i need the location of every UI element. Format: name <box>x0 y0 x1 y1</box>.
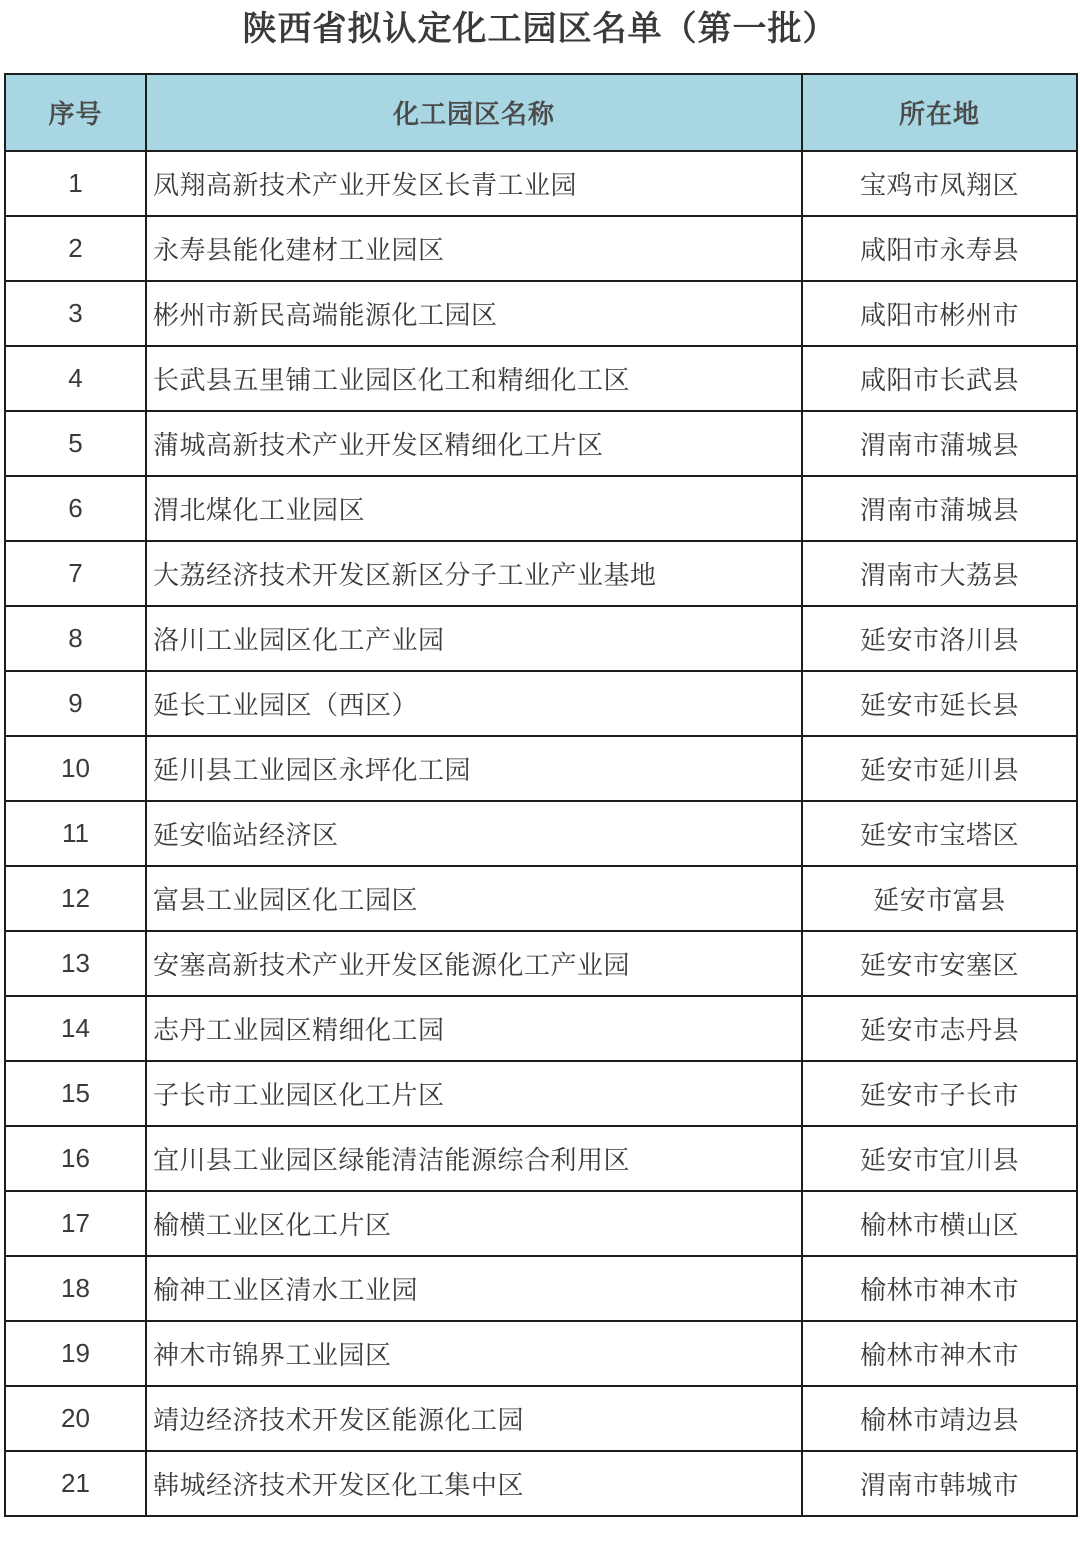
location-cell: 延安市志丹县 <box>802 996 1077 1061</box>
park-name-cell: 榆神工业区清水工业园 <box>146 1256 802 1321</box>
location-cell: 延安市安塞区 <box>802 931 1077 996</box>
row-number-cell: 3 <box>5 281 146 346</box>
table-row <box>5 541 1077 606</box>
location-cell: 延安市延长县 <box>802 671 1077 736</box>
table-row <box>5 1061 1077 1126</box>
table-row <box>5 1126 1077 1191</box>
page-title: 陕西省拟认定化工园区名单（第一批） <box>242 9 838 49</box>
row-number-cell: 2 <box>5 216 146 281</box>
park-name-cell: 宜川县工业园区绿能清洁能源综合利用区 <box>146 1126 802 1191</box>
table-row <box>5 801 1077 866</box>
park-name-cell: 洛川工业园区化工产业园 <box>146 606 802 671</box>
park-name-cell: 永寿县能化建材工业园区 <box>146 216 802 281</box>
location-cell: 榆林市神木市 <box>802 1256 1077 1321</box>
table-row <box>5 281 1077 346</box>
park-name-cell: 渭北煤化工业园区 <box>146 476 802 541</box>
location-cell: 延安市洛川县 <box>802 606 1077 671</box>
park-name-cell: 神木市锦界工业园区 <box>146 1321 802 1386</box>
park-name-cell: 榆横工业区化工片区 <box>146 1191 802 1256</box>
park-name-cell: 富县工业园区化工园区 <box>146 866 802 931</box>
location-cell: 延安市富县 <box>802 866 1077 931</box>
park-name-cell: 延川县工业园区永坪化工园 <box>146 736 802 801</box>
park-name-cell: 蒲城高新技术产业开发区精细化工片区 <box>146 411 802 476</box>
table-row <box>5 476 1077 541</box>
table-row <box>5 1191 1077 1256</box>
location-cell: 延安市延川县 <box>802 736 1077 801</box>
location-cell: 榆林市横山区 <box>802 1191 1077 1256</box>
row-number-cell: 17 <box>5 1191 146 1256</box>
row-number-cell: 10 <box>5 736 146 801</box>
location-cell: 渭南市大荔县 <box>802 541 1077 606</box>
row-number-cell: 16 <box>5 1126 146 1191</box>
park-name-cell: 志丹工业园区精细化工园 <box>146 996 802 1061</box>
row-number-cell: 1 <box>5 151 146 216</box>
table-row <box>5 931 1077 996</box>
park-name-cell: 子长市工业园区化工片区 <box>146 1061 802 1126</box>
location-cell: 咸阳市长武县 <box>802 346 1077 411</box>
table-row <box>5 606 1077 671</box>
column-header-location: 所在地 <box>802 74 1077 151</box>
table-row <box>5 866 1077 931</box>
table-header-row <box>5 74 1077 151</box>
location-cell: 榆林市神木市 <box>802 1321 1077 1386</box>
row-number-cell: 14 <box>5 996 146 1061</box>
table-row <box>5 996 1077 1061</box>
park-name-cell: 安塞高新技术产业开发区能源化工产业园 <box>146 931 802 996</box>
row-number-cell: 8 <box>5 606 146 671</box>
table-row <box>5 1256 1077 1321</box>
chemical-park-table <box>4 73 1078 1517</box>
location-cell: 延安市宝塔区 <box>802 801 1077 866</box>
location-cell: 渭南市韩城市 <box>802 1451 1077 1516</box>
table-row <box>5 736 1077 801</box>
table-row <box>5 1386 1077 1451</box>
row-number-cell: 12 <box>5 866 146 931</box>
table-row <box>5 1321 1077 1386</box>
table-row <box>5 151 1077 216</box>
row-number-cell: 5 <box>5 411 146 476</box>
column-header-number: 序号 <box>5 74 146 151</box>
location-cell: 渭南市蒲城县 <box>802 476 1077 541</box>
park-name-cell: 凤翔高新技术产业开发区长青工业园 <box>146 151 802 216</box>
row-number-cell: 11 <box>5 801 146 866</box>
row-number-cell: 20 <box>5 1386 146 1451</box>
table-row <box>5 671 1077 736</box>
location-cell: 咸阳市永寿县 <box>802 216 1077 281</box>
table-row <box>5 1451 1077 1516</box>
row-number-cell: 15 <box>5 1061 146 1126</box>
park-name-cell: 长武县五里铺工业园区化工和精细化工区 <box>146 346 802 411</box>
row-number-cell: 18 <box>5 1256 146 1321</box>
row-number-cell: 6 <box>5 476 146 541</box>
park-name-cell: 延安临站经济区 <box>146 801 802 866</box>
row-number-cell: 7 <box>5 541 146 606</box>
row-number-cell: 9 <box>5 671 146 736</box>
table-row <box>5 216 1077 281</box>
park-name-cell: 韩城经济技术开发区化工集中区 <box>146 1451 802 1516</box>
location-cell: 咸阳市彬州市 <box>802 281 1077 346</box>
park-name-cell: 彬州市新民高端能源化工园区 <box>146 281 802 346</box>
table-row <box>5 411 1077 476</box>
location-cell: 延安市子长市 <box>802 1061 1077 1126</box>
column-header-park-name: 化工园区名称 <box>146 74 802 151</box>
park-name-cell: 延长工业园区（西区） <box>146 671 802 736</box>
location-cell: 榆林市靖边县 <box>802 1386 1077 1451</box>
location-cell: 渭南市蒲城县 <box>802 411 1077 476</box>
park-name-cell: 靖边经济技术开发区能源化工园 <box>146 1386 802 1451</box>
location-cell: 宝鸡市凤翔区 <box>802 151 1077 216</box>
location-cell: 延安市宜川县 <box>802 1126 1077 1191</box>
park-name-cell: 大荔经济技术开发区新区分子工业产业基地 <box>146 541 802 606</box>
row-number-cell: 13 <box>5 931 146 996</box>
row-number-cell: 19 <box>5 1321 146 1386</box>
row-number-cell: 4 <box>5 346 146 411</box>
table-row <box>5 346 1077 411</box>
row-number-cell: 21 <box>5 1451 146 1516</box>
